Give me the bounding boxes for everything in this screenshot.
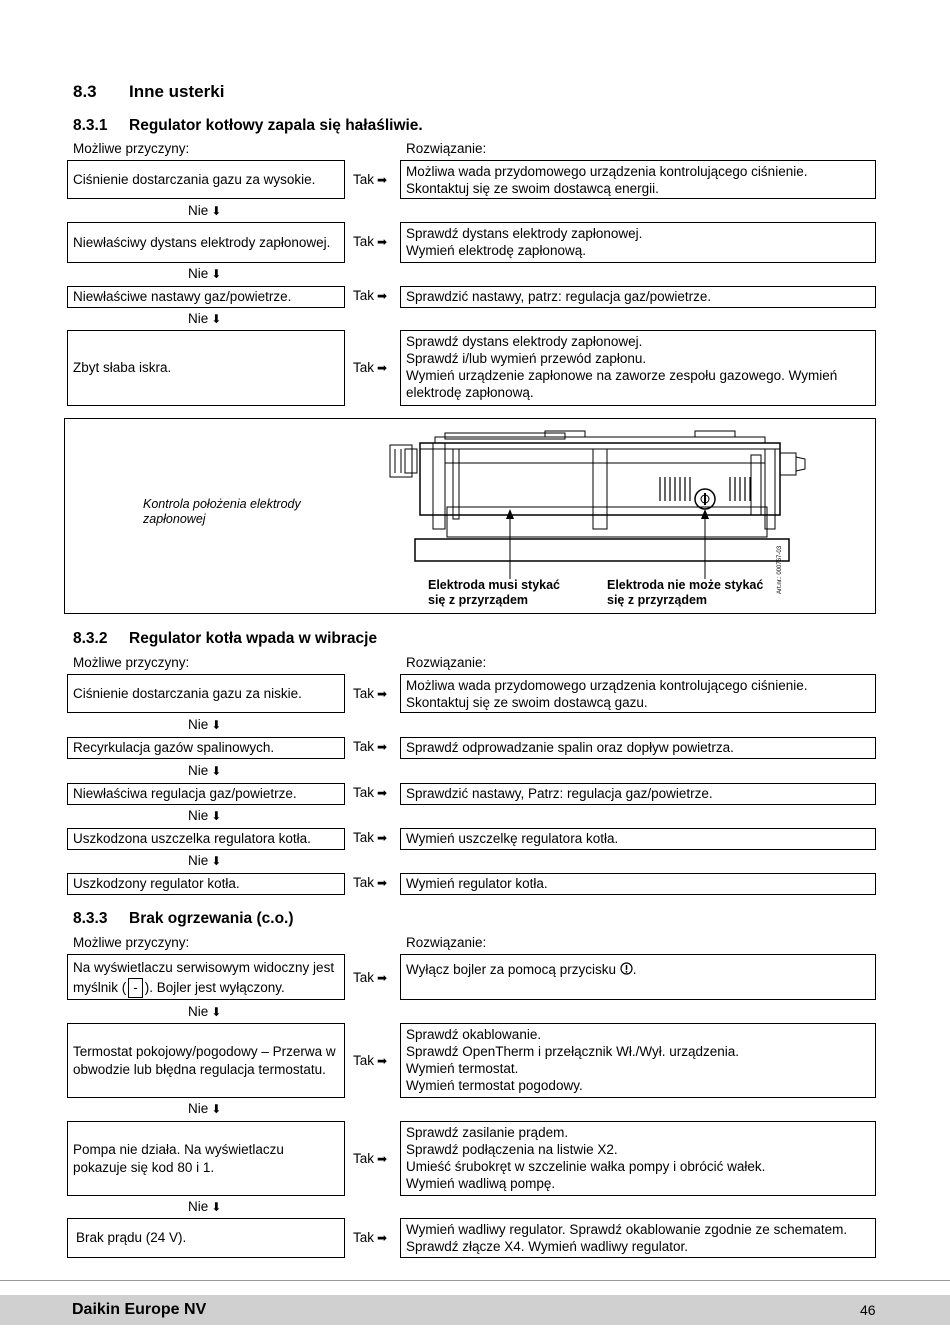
solution-line: Sprawdzić nastawy, patrz: regulacja gaz/powietrze. (406, 289, 712, 304)
label-must-not-touch: Elektroda nie może stykać się z przyrządem (607, 578, 764, 607)
yes-label: Tak ➡ (353, 1053, 388, 1068)
solution-line: Sprawdź zasilanie prądem. (406, 1125, 569, 1140)
cause-text: Niewłaściwy dystans elektrody zapłonowej. (73, 234, 331, 250)
company-name: Daikin Europe NV (72, 1301, 207, 1318)
arrow-right-icon: ➡ (377, 831, 388, 845)
solution-box (400, 1218, 876, 1258)
solution-line: Wymień termostat pogodowy. (406, 1078, 583, 1093)
solution-line: Wymień uszczelkę regulatora kotła. (406, 831, 619, 846)
solution-box (400, 737, 876, 759)
cause-text: ). Bojler jest wyłączony. (144, 980, 285, 995)
solution-box (400, 1121, 876, 1196)
arrow-down-icon: ⬇ (211, 267, 222, 281)
solution-header: Rozwiązanie: (406, 141, 487, 156)
yes-label: Tak ➡ (353, 288, 388, 303)
footer-bar (0, 1295, 950, 1325)
solution-box (400, 222, 876, 263)
arrow-right-icon: ➡ (377, 740, 388, 754)
solution-box (400, 954, 876, 1000)
cause-box (67, 1121, 345, 1196)
arrow-down-icon: ⬇ (211, 854, 222, 868)
no-label: Nie ⬇ (188, 1004, 222, 1019)
solution-line: Sprawdź złącze X4. Wymień wadliwy regulator. (406, 1239, 688, 1254)
solution-box (400, 873, 876, 895)
arrow-right-icon: ➡ (377, 876, 388, 890)
arrow-right-icon: ➡ (377, 361, 388, 375)
yes-label: Tak ➡ (353, 234, 388, 249)
cause-text: Na wyświetlaczu serwisowym widoczny jest myślnik ( (73, 960, 335, 995)
yes-label: Tak ➡ (353, 686, 388, 701)
solution-line: Wyłącz bojler za pomocą przycisku (406, 962, 616, 977)
solution-box (400, 674, 876, 713)
arrow-down-icon: ⬇ (211, 312, 222, 326)
no-label: Nie ⬇ (188, 266, 222, 281)
no-label: Nie ⬇ (188, 808, 222, 823)
cause-box (67, 160, 345, 199)
yes-label: Tak ➡ (353, 1151, 388, 1166)
arrow-right-icon: ➡ (377, 173, 388, 187)
no-label: Nie ⬇ (188, 853, 222, 868)
cause-box (67, 286, 345, 308)
footer-divider (0, 1280, 950, 1281)
solution-line: Sprawdź dystans elektrody zapłonowej. (406, 226, 643, 241)
arrow-down-icon: ⬇ (211, 1200, 222, 1214)
cause-text: Ciśnienie dostarczania gazu za wysokie. (73, 171, 316, 187)
solution-line: Sprawdzić nastawy, Patrz: regulacja gaz/powietrze. (406, 786, 713, 801)
cause-text: Uszkodzony regulator kotła. (73, 876, 240, 891)
arrow-right-icon: ➡ (377, 1054, 388, 1068)
arrow-down-icon: ⬇ (211, 204, 222, 218)
subsection-number: 8.3.2 (73, 630, 108, 647)
yes-label: Tak ➡ (353, 970, 388, 985)
cause-box (67, 783, 345, 805)
arrow-right-icon: ➡ (377, 971, 388, 985)
solution-line: Sprawdź OpenTherm i przełącznik Wł./Wył. urządzenia. (406, 1044, 739, 1059)
cause-text: Zbyt słaba iskra. (73, 360, 172, 375)
arrow-right-icon: ➡ (377, 289, 388, 303)
solution-box (400, 828, 876, 850)
solution-end: . (632, 962, 637, 977)
causes-header: Możliwe przyczyny: (73, 141, 190, 156)
solution-line: Wymień elektrodę zapłonową. (406, 243, 586, 258)
section-number: 8.3 (73, 82, 97, 101)
solution-line: Sprawdź okablowanie. (406, 1027, 542, 1042)
causes-header: Możliwe przyczyny: (73, 935, 190, 950)
arrow-down-icon: ⬇ (211, 764, 222, 778)
subsection-title: Brak ogrzewania (c.o.) (129, 910, 294, 927)
no-label: Nie ⬇ (188, 1199, 222, 1214)
cause-text: Ciśnienie dostarczania gazu za niskie. (73, 685, 302, 701)
cause-box (67, 1218, 345, 1258)
yes-label: Tak ➡ (353, 739, 388, 754)
solution-line: Wymień termostat. (406, 1061, 519, 1076)
page-number: 46 (860, 1302, 876, 1318)
arrow-right-icon: ➡ (377, 687, 388, 701)
subsection-title: Regulator kotłowy zapala się hałaśliwie. (129, 117, 423, 134)
diagram-caption: Kontrola położenia elektrody zapłonowej (143, 497, 301, 526)
electrode-diagram (64, 418, 876, 614)
cause-box (67, 828, 345, 850)
no-label: Nie ⬇ (188, 1101, 222, 1116)
arrow-right-icon: ➡ (377, 1152, 388, 1166)
arrow-down-icon: ⬇ (211, 1005, 222, 1019)
solution-line: Umieść śrubokręt w szczelinie wałka pompy i obrócić wałek. (406, 1159, 766, 1174)
art-number: Art.nr.: 000767-03 (777, 545, 783, 594)
dash-symbol: - (128, 978, 143, 998)
arrow-right-icon: ➡ (377, 786, 388, 800)
solution-line: Wymień wadliwą pompę. (406, 1176, 556, 1191)
cause-text: Recyrkulacja gazów spalinowych. (73, 740, 275, 755)
arrow-down-icon: ⬇ (211, 809, 222, 823)
cause-box (67, 674, 345, 713)
solution-line: Wymień urządzenie zapłonowe na zaworze zespołu gazowego. Wymień elektrodę zapłonową. (406, 368, 838, 400)
cause-text: Termostat pokojowy/pogodowy – Przerwa w obwodzie lub błędna regulacja termostatu. (73, 1043, 336, 1077)
subsection-title: Regulator kotła wpada w wibracje (129, 630, 378, 647)
solution-box (400, 160, 876, 199)
solution-header: Rozwiązanie: (406, 935, 487, 950)
cause-box (67, 1023, 345, 1098)
causes-header: Możliwe przyczyny: (73, 655, 190, 670)
no-label: Nie ⬇ (188, 311, 222, 326)
solution-line: Sprawdź i/lub wymień przewód zapłonu. (406, 351, 647, 366)
yes-label: Tak ➡ (353, 830, 388, 845)
solution-line: Wymień wadliwy regulator. Sprawdź okablowanie zgodnie ze schematem. (406, 1222, 848, 1237)
yes-label: Tak ➡ (353, 360, 388, 375)
no-label: Nie ⬇ (188, 203, 222, 218)
solution-header: Rozwiązanie: (406, 655, 487, 670)
solution-box (400, 330, 876, 406)
yes-label: Tak ➡ (353, 875, 388, 890)
solution-box (400, 783, 876, 805)
section-title: Inne usterki (129, 82, 225, 101)
arrow-down-icon: ⬇ (211, 718, 222, 732)
subsection-number: 8.3.3 (73, 910, 108, 927)
no-label: Nie ⬇ (188, 717, 222, 732)
yes-label: Tak ➡ (353, 172, 388, 187)
cause-box (67, 873, 345, 895)
arrow-right-icon: ➡ (377, 235, 388, 249)
cause-text: Pompa nie działa. Na wyświetlaczu pokazuje się kod 80 i 1. (73, 1141, 284, 1175)
yes-label: Tak ➡ (353, 785, 388, 800)
cause-text: Uszkodzona uszczelka regulatora kotła. (73, 831, 311, 846)
solution-line: Sprawdź podłączenia na listwie X2. (406, 1142, 618, 1157)
cause-box (67, 737, 345, 759)
power-info-icon (620, 962, 633, 975)
label-must-touch: Elektroda musi stykać się z przyrządem (428, 578, 561, 607)
subsection-number: 8.3.1 (73, 117, 108, 134)
cause-text: Niewłaściwe nastawy gaz/powietrze. (73, 289, 292, 304)
solution-line: Sprawdź dystans elektrody zapłonowej. (406, 334, 643, 349)
solution-line: Możliwa wada przydomowego urządzenia kontrolującego ciśnienie. Skontaktuj się ze swoim dostawcą gazu. (406, 678, 808, 710)
yes-label: Tak ➡ (353, 1230, 388, 1245)
cause-box (67, 222, 345, 263)
arrow-right-icon: ➡ (377, 1231, 388, 1245)
cause-box (67, 330, 345, 406)
solution-box (400, 1023, 876, 1098)
cause-text: Niewłaściwa regulacja gaz/powietrze. (73, 786, 297, 801)
arrow-down-icon: ⬇ (211, 1102, 222, 1116)
cause-box (67, 954, 345, 1000)
solution-line: Sprawdź odprowadzanie spalin oraz dopływ powietrza. (406, 740, 734, 755)
solution-box (400, 286, 876, 308)
no-label: Nie ⬇ (188, 763, 222, 778)
solution-line: Wymień regulator kotła. (406, 876, 548, 891)
cause-text: Brak prądu (24 V). (76, 1230, 187, 1245)
solution-line: Możliwa wada przydomowego urządzenia kontrolującego ciśnienie. Skontaktuj się ze swoim dostawcą energii. (406, 164, 808, 196)
